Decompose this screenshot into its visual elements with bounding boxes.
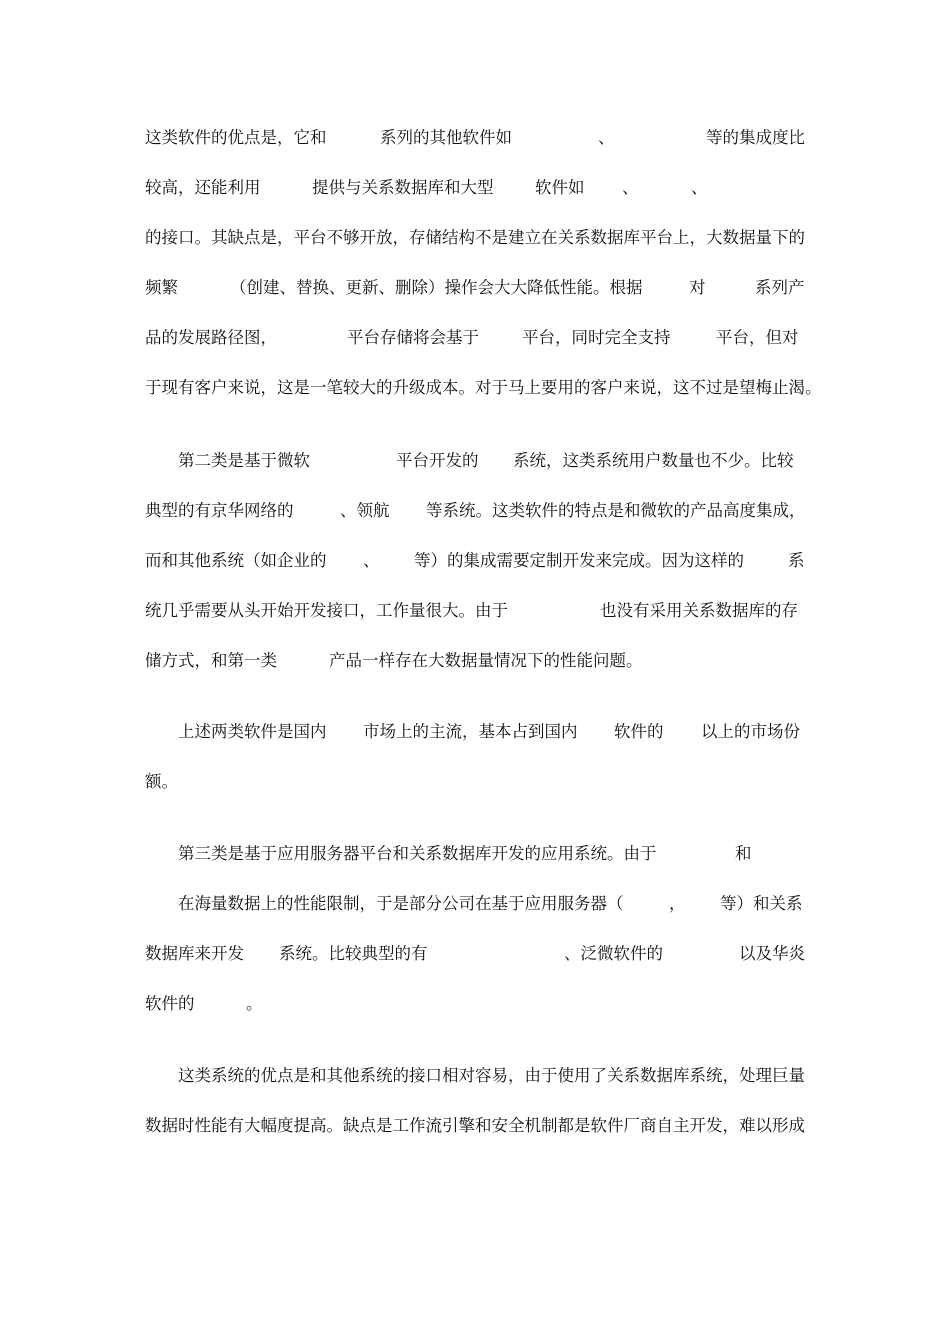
text-line <box>145 376 822 400</box>
text-segment: 和 <box>735 844 752 863</box>
text-segment: 软件如 <box>535 178 585 197</box>
text-segment: 平台开发的 <box>396 451 479 470</box>
text-line <box>145 549 810 573</box>
text-segment: 等系统。这类软件的特点是和微软的产品高度集成， <box>426 501 806 520</box>
text-segment: 市场上的主流，基本占到国内 <box>363 722 578 741</box>
text-segment: 频繁 <box>145 278 178 297</box>
text-segment: 对 <box>689 278 706 297</box>
text-segment: 以上的市场份 <box>701 722 800 741</box>
text-segment: 这类软件的优点是，它和 <box>145 128 327 147</box>
text-segment: 、 <box>363 551 380 570</box>
text-line <box>145 326 810 350</box>
text-segment: 系列的其他软件如 <box>380 128 512 147</box>
text-segment: 于现有客户来说，这是一笔较大的升级成本。对于马上要用的客户来说，这不过是望梅止渴。 <box>145 378 822 397</box>
text-segment: 提供与关系数据库和大型 <box>312 178 494 197</box>
text-line <box>145 226 810 250</box>
text-line <box>145 1064 810 1088</box>
text-segment: 平台，但对 <box>716 328 799 347</box>
text-segment: 等的集成度比 <box>706 128 805 147</box>
text-segment: 等）和关系 <box>720 894 803 913</box>
text-line <box>145 499 810 523</box>
text-segment: 而和其他系统（如企业的 <box>145 551 327 570</box>
text-segment: 、 <box>691 178 708 197</box>
text-segment: 平台存储将会基于 <box>347 328 479 347</box>
text-segment: 储方式，和第一类 <box>145 651 277 670</box>
text-segment: 系统。比较典型的有 <box>279 944 428 963</box>
text-segment: （创建、替换、更新、删除）操作会大大降低性能。根据 <box>230 278 643 297</box>
text-segment: 第三类是基于应用服务器平台和关系数据库开发的应用系统。由于 <box>178 844 657 863</box>
text-line <box>145 770 810 794</box>
text-segment: 、 <box>598 128 615 147</box>
text-segment: 系 <box>788 551 805 570</box>
text-segment: 、 <box>622 178 639 197</box>
text-segment: 在海量数据上的性能限制，于是部分公司在基于应用服务器（ <box>178 894 624 913</box>
text-line <box>145 1114 810 1138</box>
text-line <box>145 892 810 916</box>
text-line <box>145 649 810 673</box>
text-segment: 、领航 <box>340 501 390 520</box>
text-segment: 产品一样存在大数据量情况下的性能问题。 <box>329 651 643 670</box>
text-line <box>145 126 810 150</box>
text-line <box>145 276 810 300</box>
text-segment: 数据库来开发 <box>145 944 244 963</box>
text-segment: 第二类是基于微软 <box>178 451 310 470</box>
text-line <box>145 842 810 866</box>
text-segment: 较高，还能利用 <box>145 178 261 197</box>
text-segment: 平台，同时完全支持 <box>522 328 671 347</box>
text-segment: 品的发展路径图， <box>145 328 277 347</box>
text-line <box>145 176 810 200</box>
text-segment: 。 <box>246 994 263 1013</box>
text-segment: 额。 <box>145 772 178 791</box>
text-segment: 也没有采用关系数据库的存 <box>600 601 798 620</box>
text-segment: 的接口。其缺点是，平台不够开放，存储结构不是建立在关系数据库平台上，大数据量下的 <box>145 228 805 247</box>
text-segment: 系列产 <box>755 278 805 297</box>
text-segment: 统几乎需要从头开始开发接口，工作量很大。由于 <box>145 601 508 620</box>
text-segment: 软件的 <box>145 994 195 1013</box>
text-segment: 等）的集成需要定制开发来完成。因为这样的 <box>414 551 744 570</box>
text-segment: 软件的 <box>614 722 664 741</box>
text-segment: 系统，这类系统用户数量也不少。比较 <box>513 451 794 470</box>
text-segment: 、泛微软件的 <box>564 944 663 963</box>
text-segment: 这类系统的优点是和其他系统的接口相对容易，由于使用了关系数据库系统，处理巨量 <box>178 1066 805 1085</box>
text-line <box>145 720 810 744</box>
text-line <box>145 942 810 966</box>
text-segment: 数据时性能有大幅度提高。缺点是工作流引擎和安全机制都是软件厂商自主开发，难以形成 <box>145 1116 805 1135</box>
text-segment: 上述两类软件是国内 <box>178 722 327 741</box>
text-segment: ， <box>669 894 686 913</box>
text-segment: 典型的有京华网络的 <box>145 501 294 520</box>
text-line <box>145 599 810 623</box>
text-segment: 以及华炎 <box>739 944 805 963</box>
text-line <box>145 992 810 1016</box>
text-line <box>145 449 810 473</box>
